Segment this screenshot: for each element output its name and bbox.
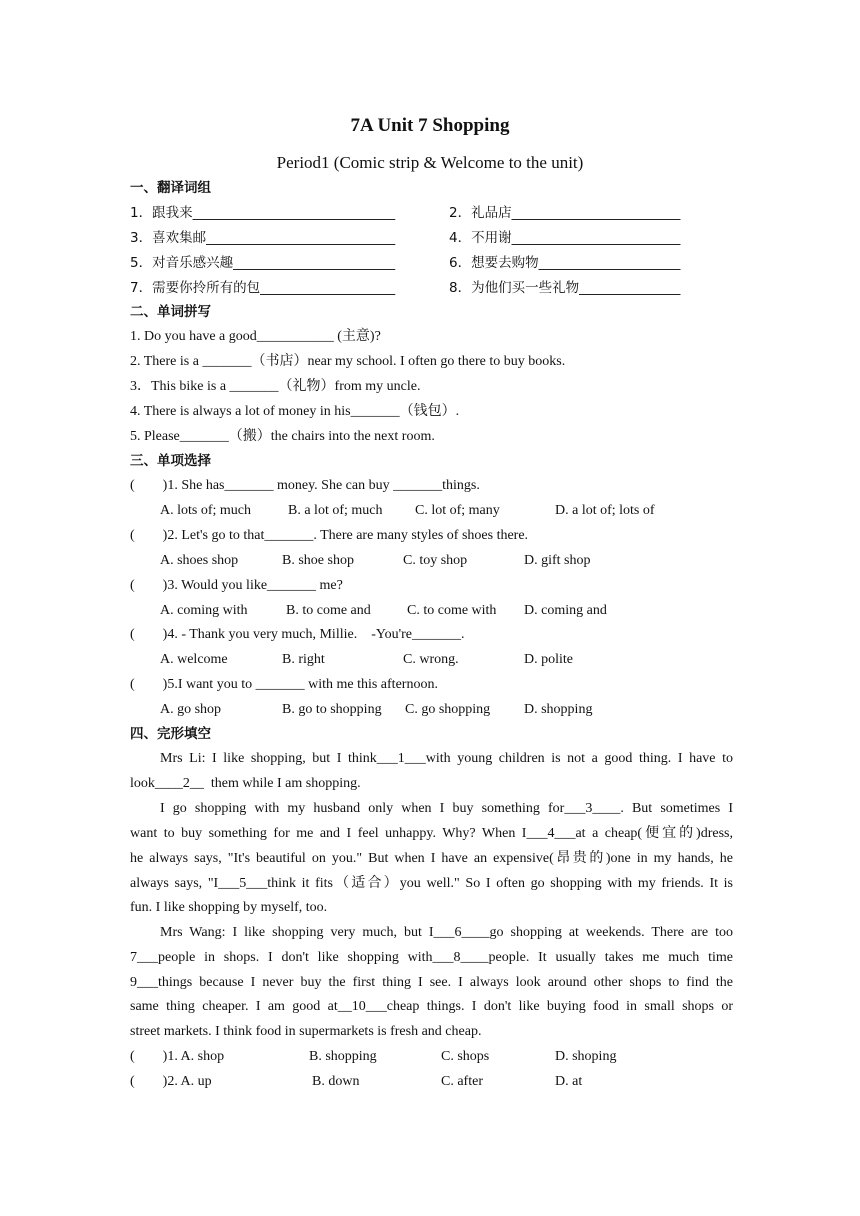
translate-item-1: 1．跟我来______________________________ — [130, 205, 396, 221]
cloze-passage-line: he always says, "It's beautiful on you." But when I have an expensive(昂贵的)one in my hands, he — [130, 851, 733, 866]
cloze-passage-line: 9___things because I never buy the first thing I see. I always look around other shops to find the — [130, 975, 733, 990]
page-subtitle: Period1 (Comic strip & Welcome to the unit) — [276, 153, 584, 172]
cloze-passage-line: fun. I like shopping by myself, too. — [130, 900, 328, 915]
cloze-passage-line: Mrs Wang: I like shopping very much, but I___6____go shopping at weekends. There are too — [160, 925, 733, 940]
choice-option: A. shoes shop — [160, 553, 239, 568]
translate-item-3: 3．喜欢集邮____________________________ — [130, 230, 396, 246]
cloze-passage-line: look____2__ them while I am shopping. — [130, 776, 361, 791]
cloze-option: C. after — [441, 1074, 483, 1089]
section-heading-spelling: 二、单词拼写 — [130, 304, 211, 320]
choice-option: B. to come and — [286, 603, 371, 618]
cloze-passage-line: same thing cheaper. I am good at__10___cheap things. I don't like buying food in small shops or — [130, 999, 733, 1014]
cloze-passage-line: street markets. I think food in supermarkets is fresh and cheap. — [130, 1024, 482, 1039]
cloze-passage-line: 7___people in shops. I don't like shopping with___8____people. It usually takes me much time — [130, 950, 733, 965]
cloze-question-1: ( )1. A. shop — [130, 1049, 225, 1064]
choice-question-5: ( )5.I want you to _______ with me this afternoon. — [130, 677, 438, 692]
choice-option: C. lot of; many — [415, 503, 500, 518]
choice-question-1: ( )1. She has_______ money. She can buy _______things. — [130, 478, 480, 493]
choice-question-3: ( )3. Would you like_______ me? — [130, 578, 343, 593]
cloze-question-2: ( )2. A. up — [130, 1074, 212, 1089]
cloze-passage-line: I go shopping with my husband only when I buy something for___3____. But sometimes I — [160, 801, 733, 816]
choice-option: B. right — [282, 652, 325, 667]
translate-item-7: 7．需要你拎所有的包____________________ — [130, 280, 396, 296]
choice-option: C. wrong. — [403, 652, 459, 667]
choice-question-2: ( )2. Let's go to that_______. There are many styles of shoes there. — [130, 528, 529, 543]
cloze-option: C. shops — [441, 1049, 490, 1064]
section-heading-cloze: 四、完形填空 — [130, 726, 211, 742]
translate-item-8: 8．为他们买一些礼物_______________ — [449, 280, 681, 296]
spelling-item-2: 2. There is a _______（书店）near my school. I often go there to buy books. — [130, 354, 566, 369]
cloze-option: B. shopping — [309, 1049, 377, 1064]
spelling-item-5: 5. Please_______（搬）the chairs into the next room. — [130, 429, 435, 444]
spelling-item-4: 4. There is always a lot of money in his_______（钱包）. — [130, 404, 460, 419]
choice-option: C. toy shop — [403, 553, 468, 568]
choice-option: C. to come with — [407, 603, 497, 618]
cloze-passage-line: always says, "I___5___think it fits（适合）you well." So I often go shopping with my friends. It is — [130, 876, 733, 891]
spelling-item-3: 3．This bike is a _______（礼物）from my uncle. — [130, 379, 421, 394]
cloze-option: B. down — [312, 1074, 360, 1089]
translate-item-2: 2．礼品店_________________________ — [449, 205, 681, 221]
cloze-option: D. shoping — [555, 1049, 617, 1064]
choice-option: D. polite — [524, 652, 573, 667]
translate-item-5: 5．对音乐感兴趣________________________ — [130, 255, 396, 271]
choice-option: C. go shopping — [405, 702, 491, 717]
cloze-passage-line: want to buy something for me and I feel unhappy. Why? When I___4___at a cheap(便宜的)dress, — [130, 826, 733, 841]
choice-option: B. shoe shop — [282, 553, 354, 568]
choice-option: D. a lot of; lots of — [555, 503, 655, 518]
choice-option: D. gift shop — [524, 553, 591, 568]
section-heading-choice: 三、单项选择 — [130, 453, 211, 469]
cloze-passage-line: Mrs Li: I like shopping, but I think___1___with young children is not a good thing. I have to — [160, 751, 733, 766]
choice-option: D. shopping — [524, 702, 593, 717]
choice-option: D. coming and — [524, 603, 607, 618]
translate-item-6: 6．想要去购物_____________________ — [449, 255, 681, 271]
choice-option: A. go shop — [160, 702, 222, 717]
section-heading-translate: 一、翻译词组 — [130, 180, 211, 196]
choice-option: B. a lot of; much — [288, 503, 383, 518]
choice-option: B. go to shopping — [282, 702, 382, 717]
choice-question-4: ( )4. - Thank you very much, Millie. -You're_______. — [130, 627, 465, 642]
choice-option: A. welcome — [160, 652, 228, 667]
cloze-option: D. at — [555, 1074, 583, 1089]
choice-option: A. coming with — [160, 603, 248, 618]
spelling-item-1: 1. Do you have a good___________ (主意)? — [130, 329, 381, 344]
choice-option: A. lots of; much — [160, 503, 251, 518]
translate-item-4: 4．不用谢_________________________ — [449, 230, 681, 246]
page-title: 7A Unit 7 Shopping — [350, 115, 510, 136]
